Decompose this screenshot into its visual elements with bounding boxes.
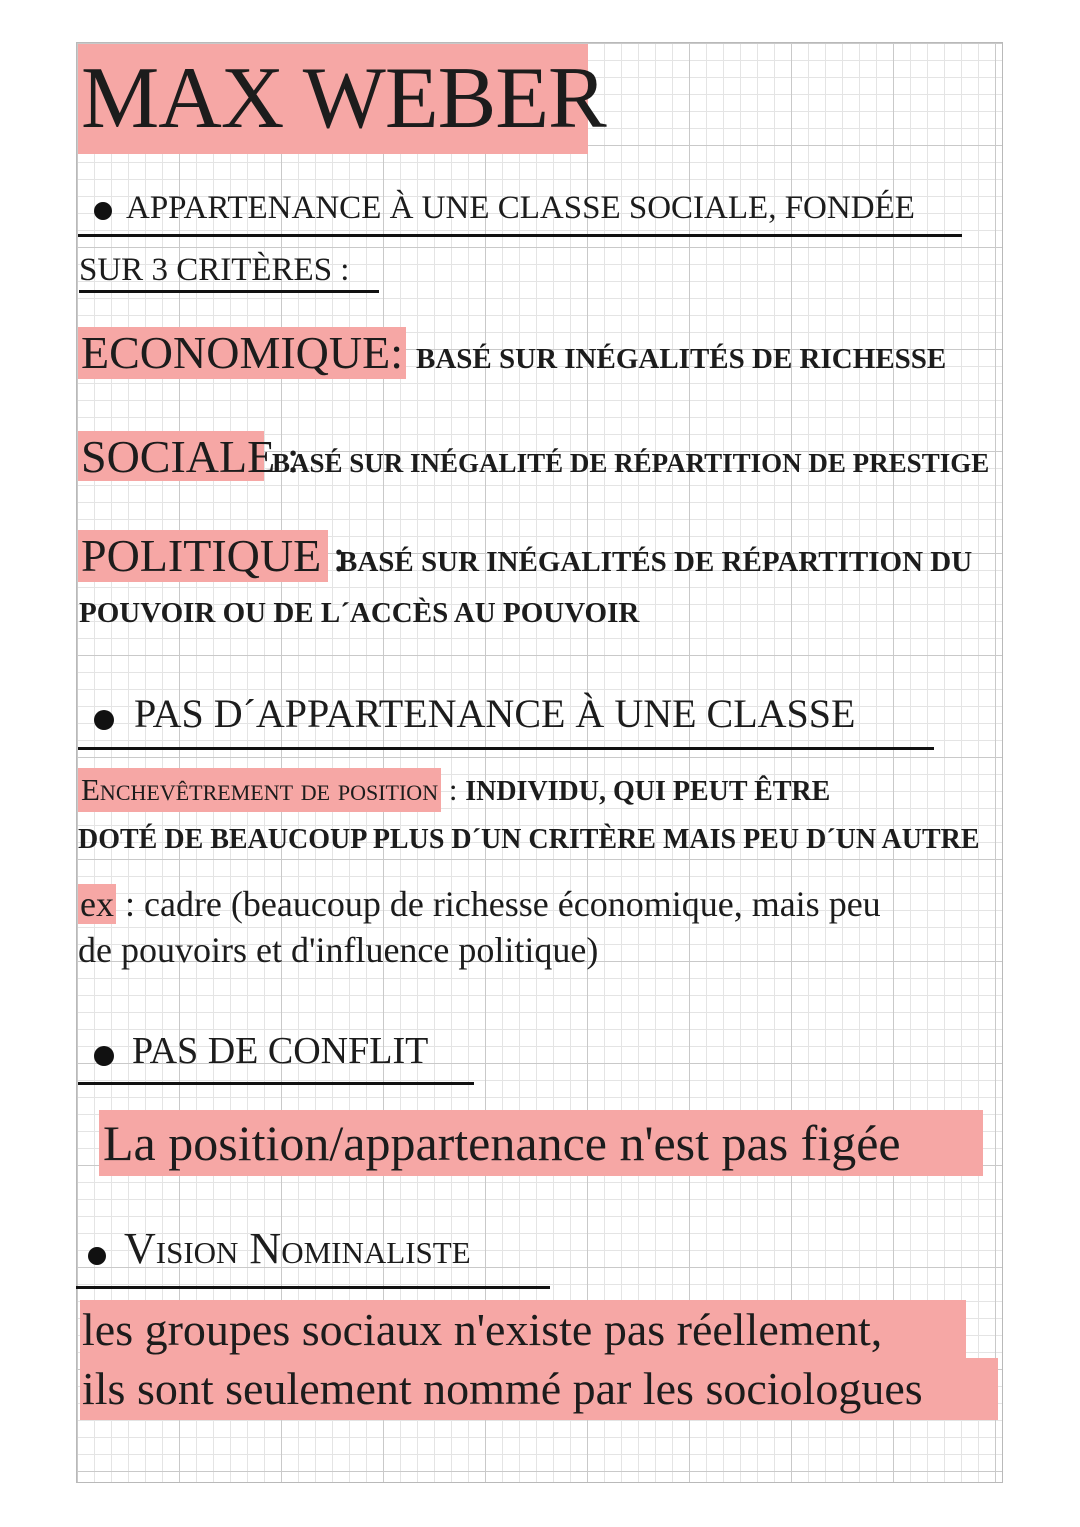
bullet-icon xyxy=(94,202,112,220)
example-line1: ex : cadre (beaucoup de richesse économique, mais peu xyxy=(80,884,881,924)
enchevetrement-line: Enchevêtrement de position : INDIVIDU, QUI PEUT ÊTRE xyxy=(78,768,830,818)
section-4-heading: Vision Nominaliste xyxy=(76,1222,550,1289)
criterion-sociale: SOCIALE : BASÉ SUR INÉGALITÉ DE RÉPARTITION DE PRESTIGE xyxy=(78,431,989,481)
page-title: MAX WEBER xyxy=(78,44,588,154)
section-1-heading-line2: SUR 3 CRITÈRES : xyxy=(79,250,379,296)
criterion-politique-line2: POUVOIR OU DE L´ACCÈS AU POUVOIR xyxy=(79,597,640,629)
section-3-heading: PAS DE CONFLIT xyxy=(78,1028,474,1085)
section-2-heading: PAS D´APPARTENANCE À UNE CLASSE xyxy=(78,690,934,750)
example-label: ex xyxy=(80,884,114,924)
bullet-icon xyxy=(94,1046,114,1066)
statement-not-fixed: La position/appartenance n'est pas figée xyxy=(99,1110,983,1176)
nominaliste-line2: ils sont seulement nommé par les sociologues xyxy=(80,1358,998,1420)
bullet-icon xyxy=(94,710,114,730)
example-line2: de pouvoirs et d'influence politique) xyxy=(78,930,599,970)
bullet-icon xyxy=(88,1247,106,1265)
section-1-heading: APPARTENANCE À UNE CLASSE SOCIALE, FONDÉE xyxy=(78,188,962,237)
criterion-economique: ECONOMIQUE: BASÉ SUR INÉGALITÉS DE RICHESSE xyxy=(78,327,946,379)
enchevetrement-line2: DOTÉ DE BEAUCOUP PLUS D´UN CRITÈRE MAIS PEU D´UN AUTRE xyxy=(78,824,980,855)
criterion-politique: POLITIQUE : BASÉ SUR INÉGALITÉS DE RÉPARTITION DU xyxy=(78,530,972,582)
nominaliste-line1: les groupes sociaux n'existe pas réellement, xyxy=(80,1300,966,1360)
